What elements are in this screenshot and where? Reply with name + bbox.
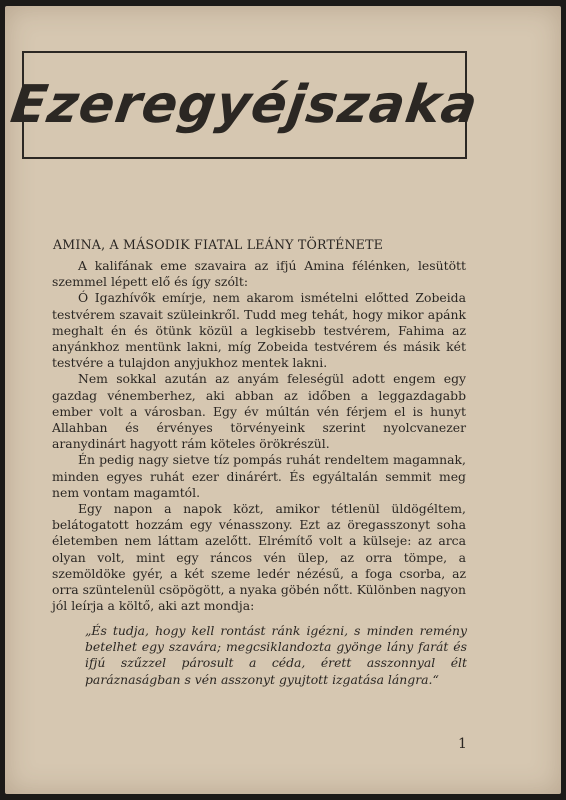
page-number: 1 xyxy=(458,736,467,752)
body-text xyxy=(52,258,466,614)
paragraph: A kalifának eme szavaira az ifjú Amina félénken, lesütött szemmel lépett elő és így szólt: xyxy=(52,258,466,290)
paragraph: Nem sokkal azután az anyám feleségül adott engem egy gazdag vénemberhez, aki abban az időben a leggazdagabb ember volt a városban. Egy év múltán vén férjem el is hunyt Allahban és érvényes törvényeink szerint nyolcvanezer aranydinárt hagyott rám köteles örökrészül. xyxy=(52,371,466,452)
paragraph: Ó Igazhívők emírje, nem akarom ismételni előtted Zobeida testvérem szavait szüleinkről. Tudd meg tehát, hogy mikor apánk meghalt én és ötünk közül a legkisebb testvérem, Fahima az anyánkhoz mentünk lakni, míg Zobeida testvérem és másik két testvére a tulajdon anyjukhoz mentek lakni. xyxy=(52,290,466,371)
book-title: Ezeregyéjszaka xyxy=(7,75,482,135)
title-frame xyxy=(7,51,482,159)
paragraph: Egy napon a napok közt, amikor tétlenül üldögéltem, belátogatott hozzám egy vénasszony. Ezt az öregasszonyt soha életemben nem láttam azelőtt. Elrémítő volt a külseje: az arca olyan volt, mint egy ráncos vén ülep, az orra tömpe, a szemöldöke gyér, a két szeme ledér nézésű, a foga csorba, az orra szüntelenül csöpögött, a nyaka göbén nőtt. Különben nagyon jól leírja a költő, aki azt mondja: xyxy=(52,501,466,614)
book-page xyxy=(5,6,561,794)
poem-quote: „És tudja, hogy kell rontást ránk igézni, s minden remény betelhet egy szavára; megcsiklandozta gyönge lány farát és ifjú szűzzel párosult a céda, érett asszonnyal élt paráznaságban s vén asszonyt gyujtott izgatása lángra.“ xyxy=(85,623,467,687)
paragraph: Én pedig nagy sietve tíz pompás ruhát rendeltem magamnak, minden egyes ruhát ezer dinárért. És egyáltalán semmit meg nem vontam magamtól. xyxy=(52,452,466,500)
chapter-heading: AMINA, A MÁSODIK FIATAL LEÁNY TÖRTÉNETE xyxy=(53,237,384,252)
